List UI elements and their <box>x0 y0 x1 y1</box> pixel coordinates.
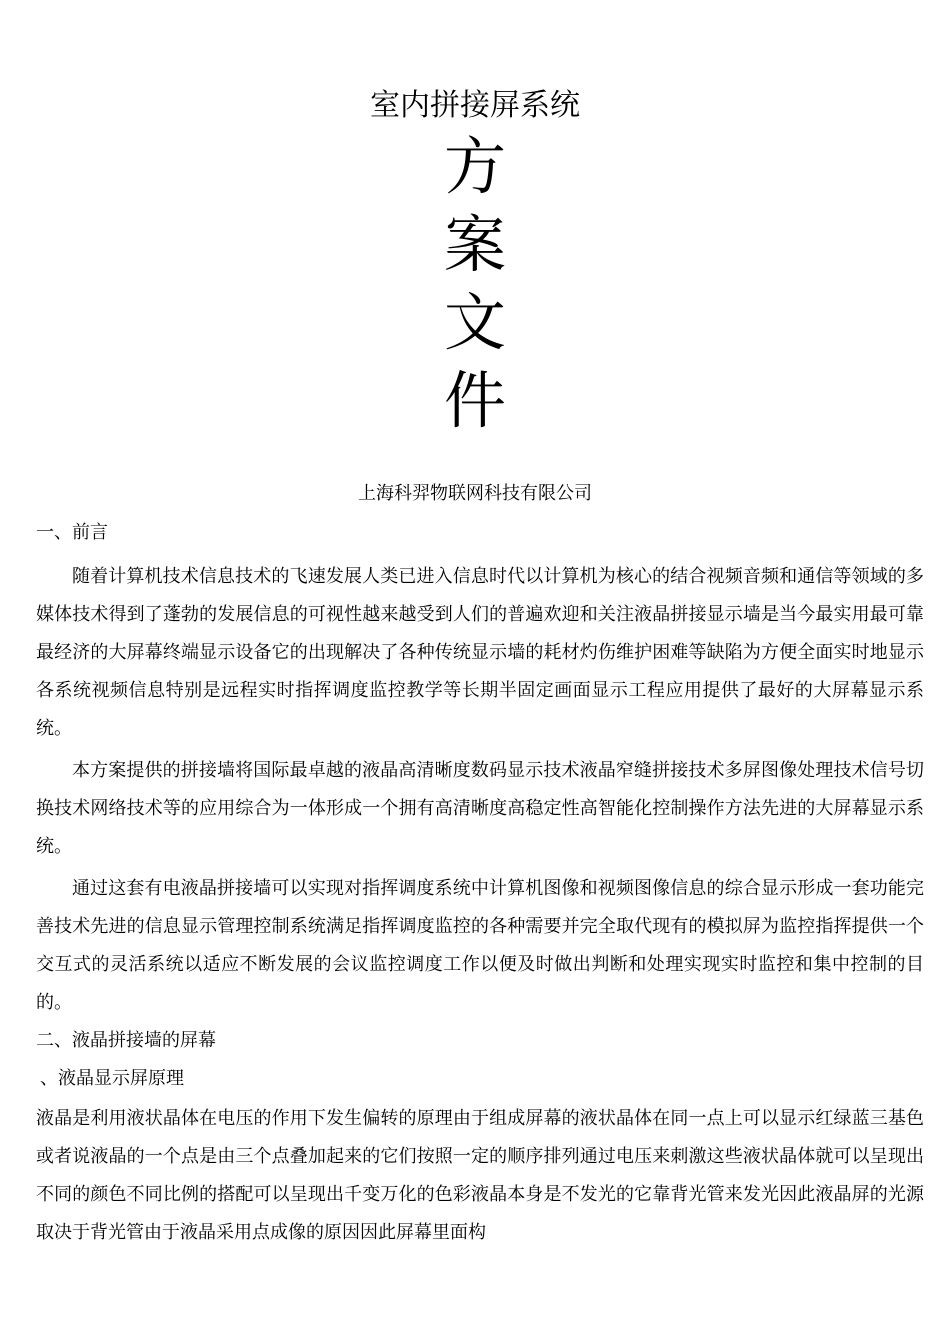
title-char: 方 <box>443 130 506 203</box>
document-subtitle: 室内拼接屏系统 <box>370 88 580 123</box>
paragraph: 随着计算机技术信息技术的飞速发展人类已进入信息时代以计算机为核心的结合视频音频和通信等领域的多媒体技术得到了蓬勃的发展信息的可视性越来越受到人们的普遍欢迎和关注液晶拼接显示墙是当今最实用最可靠最经济的大屏幕终端显示设备它的出现解决了各种传统显示墙的耗材灼伤维护困难等缺陷为方便全面实时地显示各系统视频信息特别是远程实时指挥调度监控教学等长期半固定画面显示工程应用提供了最好的大屏幕显示系统。 <box>36 566 924 739</box>
subsection-heading-lcd-principle: 、液晶显示屏原理 <box>40 1068 184 1089</box>
paragraph: 通过这套有电液晶拼接墙可以实现对指挥调度系统中计算机图像和视频图像信息的综合显示形成一套功能完善技术先进的信息显示管理控制系统满足指挥调度监控的各种需要并完全取代现有的模拟屏为监控指挥提供一个交互式的灵活系统以适应不断发展的会议监控调度工作以便及时做出判断和处理实现实时监控和集中控制的目的。 <box>36 878 924 1013</box>
title-char: 件 <box>443 364 506 437</box>
title-char: 文 <box>443 286 506 359</box>
paragraph: 本方案提供的拼接墙将国际最卓越的液晶高清晰度数码显示技术液晶窄缝拼接技术多屏图像处理技术信号切换技术网络技术等的应用综合为一体形成一个拥有高清晰度高稳定性高智能化控制操作方法先进的大屏幕显示系统。 <box>36 760 924 857</box>
document-body <box>36 518 924 1256</box>
section-heading-screen: 二、液晶拼接墙的屏幕 <box>36 1030 216 1051</box>
paragraph: 液晶是利用液状晶体在电压的作用下发生偏转的原理由于组成屏幕的液状晶体在同一点上可以显示红绿蓝三基色或者说液晶的一个点是由三个点叠加起来的它们按照一定的顺序排列通过电压来刺激这些液状晶体就可以呈现出不同的颜色不同比例的搭配可以呈现出千变万化的色彩液晶本身是不发光的它靠背光管来发光因此液晶屏的光源取决于背光管由于液晶采用点成像的原因因此屏幕里面构 <box>36 1108 924 1243</box>
title-char: 案 <box>443 208 506 281</box>
section-heading-preface: 一、前言 <box>36 522 108 543</box>
document-title <box>0 128 950 440</box>
company-name: 上海科羿物联网科技有限公司 <box>358 483 592 504</box>
